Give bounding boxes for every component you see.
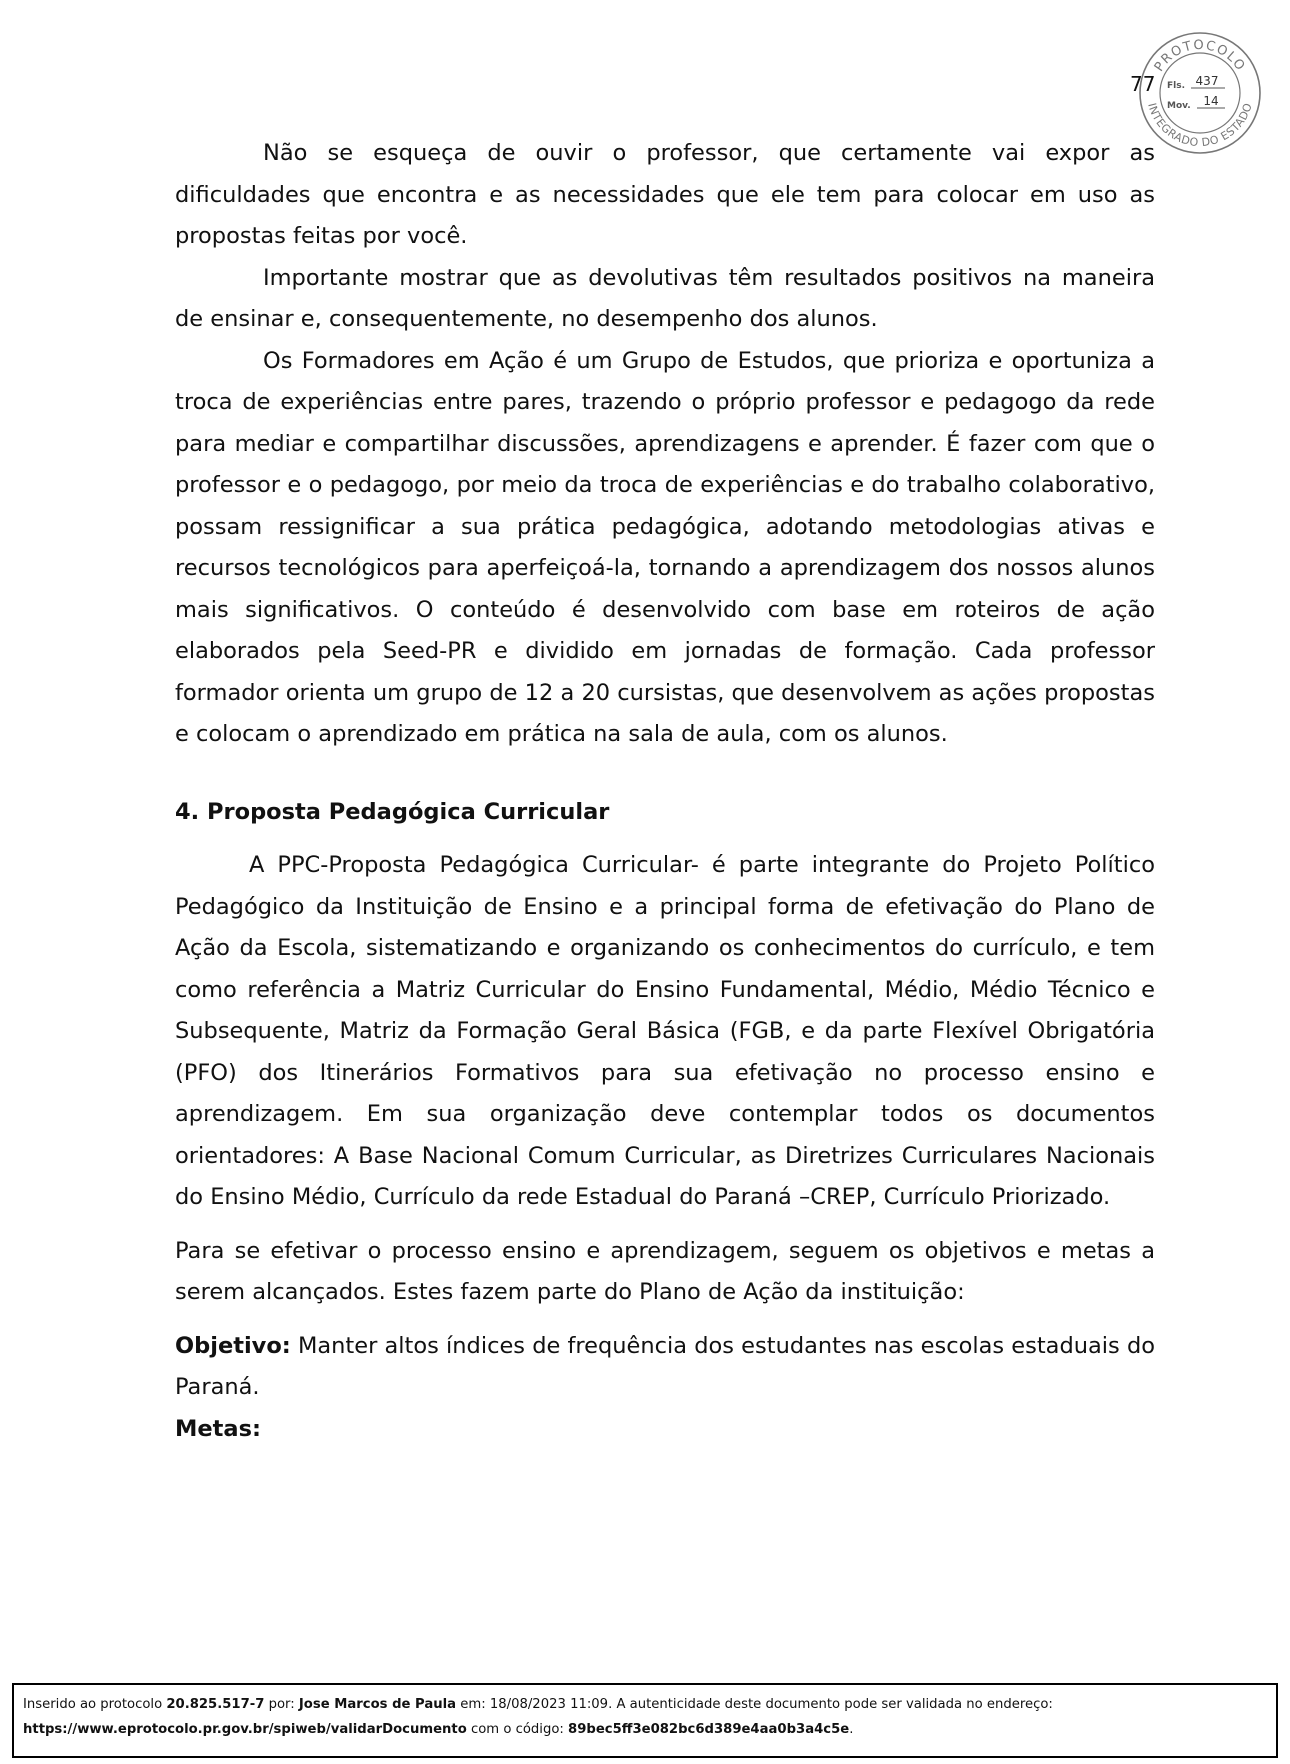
paragraph-teacher-feedback: Não se esqueça de ouvir o professor, que certamente vai expor as dificuldades que encontra e as necessidades que ele tem para colocar em uso as propostas feitas por você. <box>175 140 1155 249</box>
stamp-mov-value: 14 <box>1203 94 1219 108</box>
footer-text-2: por: <box>264 1697 299 1712</box>
footer-protocol-number: 20.825.517-7 <box>166 1697 265 1712</box>
paragraph-objective <box>175 1326 1155 1409</box>
footer-validation-url[interactable]: https://www.eprotocolo.pr.gov.br/spiweb/validarDocumento <box>23 1722 467 1737</box>
footer-text-3: em: 18/08/2023 11:09. A autenticidade deste documento pode ser validada no endereço: <box>456 1697 1053 1712</box>
stamp-arc-bottom: INTEGRADO DO ESTADO <box>1145 101 1255 150</box>
objective-text: Manter altos índices de frequência dos estudantes nas escolas estaduais do Paraná. <box>175 1332 1155 1400</box>
paragraph-feedback-results: Importante mostrar que as devolutivas têm resultados positivos na maneira de ensinar e, consequentemente, no desempenho dos alunos. <box>175 264 1155 332</box>
footer-line-2 <box>23 1717 1268 1742</box>
metas-label: Metas: <box>175 1415 261 1442</box>
footer-text-5: . <box>849 1722 854 1737</box>
footer-text-1: Inserido ao protocolo <box>23 1697 167 1712</box>
stamp-fls-value: 437 <box>1195 74 1219 88</box>
paragraph-formadores-em-acao: Os Formadores em Ação é um Grupo de Estudos, que prioriza e oportuniza a troca de experiências entre pares, trazendo o próprio professor e pedagogo da rede para mediar e compartilhar discussões, aprendizagens e aprender. É fazer com que o professor e o pedagogo, por meio da troca de experiências e do trabalho colaborativo, possam ressignificar a sua prática pedagógica, adotando metodologias ativas e recursos tecnológicos para aperfeiçoá-la, tornando a aprendizagem dos nossos alunos mais significativos. O conteúdo é desenvolvido com base em roteiros de ação elaborados pela Seed-PR e dividido em jornadas de formação. Cada professor formador orienta um grupo de 12 a 20 cursistas, que desenvolvem as ações propostas e colocam o aprendizado em prática na sala de aula, com os alunos. <box>175 347 1155 747</box>
footer-line-1 <box>23 1692 1268 1717</box>
protocol-stamp <box>1137 30 1263 156</box>
authenticity-footer <box>12 1683 1278 1758</box>
stamp-arc-top: PROTOCOLO <box>1151 37 1249 75</box>
footer-author: Jose Marcos de Paula <box>298 1697 457 1712</box>
section-heading: 4. Proposta Pedagógica Curricular <box>175 798 610 825</box>
objective-label: Objetivo: <box>175 1332 291 1359</box>
stamp-mov-label: Mov. <box>1167 101 1191 111</box>
paragraph-ppc: A PPC-Proposta Pedagógica Curricular- é parte integrante do Projeto Político Pedagógico da Instituição de Ensino e a principal forma de efetivação do Plano de Ação da Escola, sistematizando e organizando os conhecimentos do currículo, e tem como referência a Matriz Curricular do Ensino Fundamental, Médio, Médio Técnico e Subsequente, Matriz da Formação Geral Básica (FGB, e da parte Flexível Obrigatória (PFO) dos Itinerários Formativos para sua efetivação no processo ensino e aprendizagem. Em sua organização deve contemplar todos os documentos orientadores: A Base Nacional Comum Curricular, as Diretrizes Curriculares Nacionais do Ensino Médio, Currículo da rede Estadual do Paraná –CREP, Currículo Priorizado. <box>175 852 1155 1210</box>
paragraph-objectives-intro: Para se efetivar o processo ensino e aprendizagem, seguem os objetivos e metas a serem alcançados. Estes fazem parte do Plano de Ação da instituição: <box>175 1237 1155 1305</box>
page-number: 77 <box>1130 72 1156 96</box>
footer-text-4: com o código: <box>466 1722 569 1737</box>
stamp-fls-label: Fls. <box>1167 81 1186 91</box>
footer-validation-code: 89bec5ff3e082bc6d389e4aa0b3a4c5e <box>568 1722 850 1737</box>
document-body <box>175 133 1155 1450</box>
